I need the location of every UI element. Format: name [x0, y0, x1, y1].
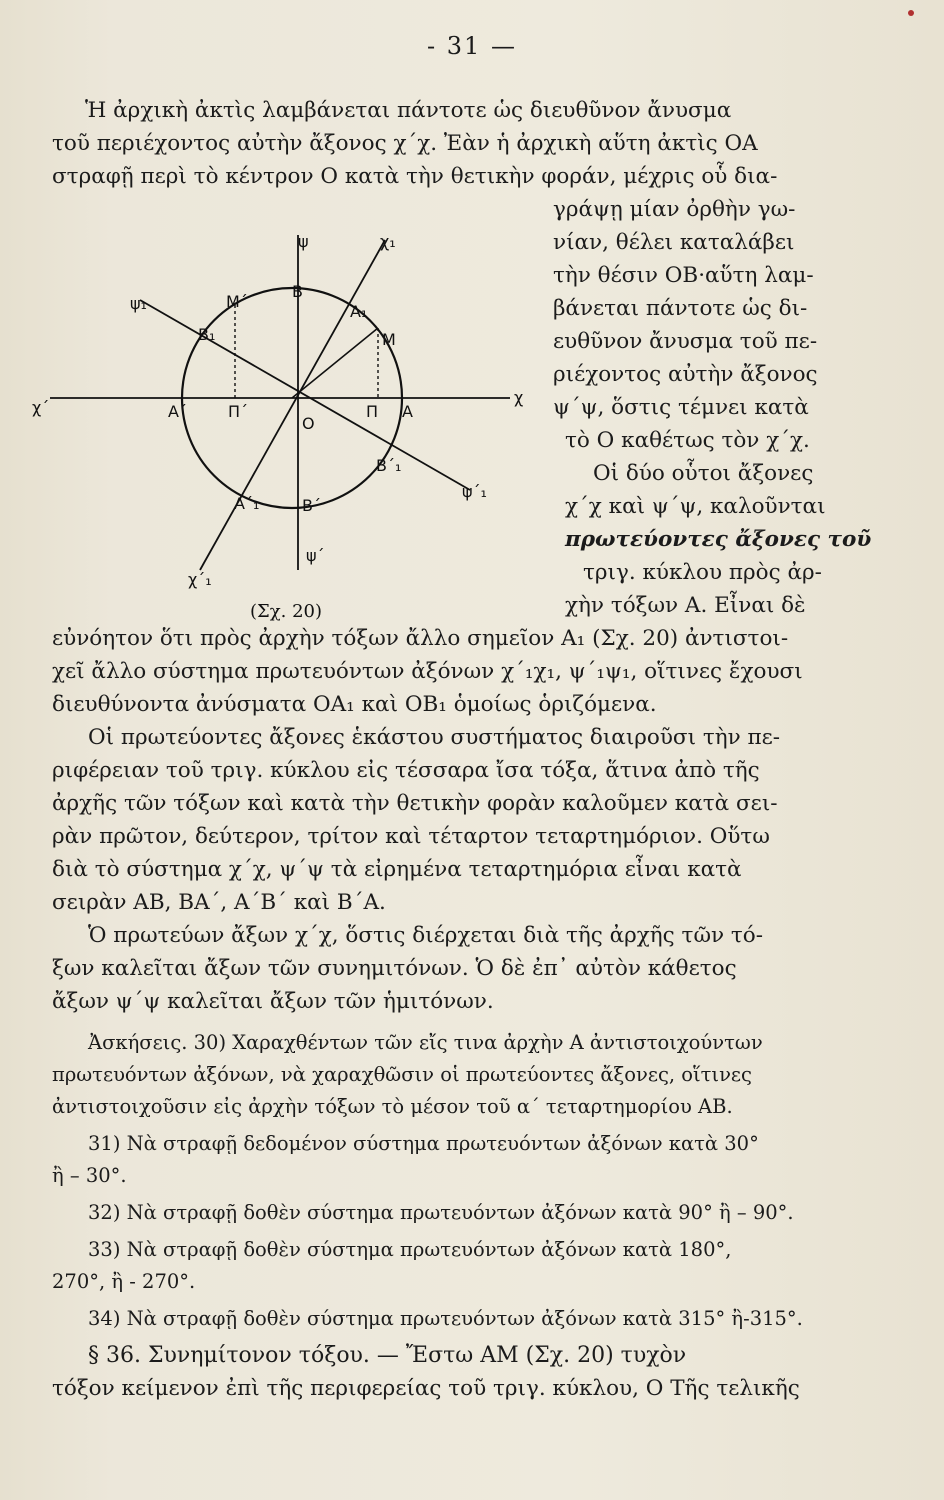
text-line: τόξον κείμενον ἐπὶ τῆς περιφερείας τοῦ τριγ. κύκλου, Ο Τῆς τελικῆς — [52, 1376, 800, 1401]
ink-mark — [908, 10, 914, 16]
text-line: ψ΄ψ, ὅστις τέμνει κατὰ — [553, 395, 809, 420]
exercise-line: πρωτευόντων ἀξόνων, νὰ χαραχθῶσιν οἱ πρωτεύοντες ἄξονες, οἵτινες — [52, 1063, 752, 1086]
label-x: χ — [514, 388, 524, 407]
figure-20 — [30, 225, 550, 625]
exercise-line: 34) Νὰ στραφῇ δοθὲν σύστημα πρωτευόντων ἀξόνων κατὰ 315° ἢ-315°. — [88, 1307, 803, 1330]
text-line: εὐνόητον ὅτι πρὸς ἀρχὴν τόξων ἄλλο σημεῖον Α₁ (Σχ. 20) ἀντιστοι- — [52, 626, 789, 651]
text-line: ξων καλεῖται ἄξων τῶν συνημιτόνων. Ὁ δὲ ἐπ᾿ αὐτὸν κάθετος — [52, 956, 737, 981]
y1-axis — [140, 300, 470, 490]
label-m-prime: Μ΄ — [226, 292, 248, 311]
text-line: ρὰν πρῶτον, δεύτερον, τρίτον καὶ τέταρτον τεταρτημόριον. Οὕτω — [52, 824, 770, 849]
text-line: ευθῦνον ἄνυσμα τοῦ πε- — [553, 329, 818, 354]
text-line: τοῦ περιέχοντος αὐτὴν ἄξονος χ΄χ. Ἐὰν ἡ ἀρχικὴ αὕτη ἀκτὶς ΟΑ — [52, 131, 758, 156]
text-line: τριγ. κύκλου πρὸς ἀρ- — [583, 560, 822, 585]
text-line: νίαν, θέλει καταλάβει — [553, 230, 795, 255]
text-line: βάνεται πάντοτε ὡς δι- — [553, 296, 808, 321]
text-line: Ἡ ἀρχικὴ ἀκτὶς λαμβάνεται πάντοτε ὡς διευθῦνον ἄνυσμα — [85, 98, 732, 123]
label-b: Β — [292, 282, 303, 301]
label-o: Ο — [302, 414, 315, 433]
text-line: διευθύνοντα ἀνύσματα ΟΑ₁ καὶ ΟΒ₁ ὁμοίως ὁριζόμενα. — [52, 692, 657, 717]
exercise-line: 32) Νὰ στραφῇ δοθὲν σύστημα πρωτευόντων ἀξόνων κατὰ 90° ἢ – 90°. — [88, 1201, 794, 1224]
text-line: σειρὰν ΑΒ, ΒΑ΄, Α΄Β΄ καὶ Β΄Α. — [52, 890, 386, 915]
text-line: πρωτεύοντες ἄξονες τοῦ — [565, 527, 872, 552]
label-x-prime: χ΄ — [32, 398, 50, 417]
radius-om — [292, 328, 378, 398]
label-b1-prime: Β΄₁ — [376, 456, 402, 475]
text-line: ριφέρειαν τοῦ τριγ. κύκλου εἰς τέσσαρα ἴσα τόξα, ἅτινα ἀπὸ τῆς — [52, 758, 760, 783]
text-line: διὰ τὸ σύστημα χ΄χ, ψ΄ψ τὰ εἰρημένα τεταρτημόρια εἶναι κατὰ — [52, 857, 742, 882]
text-line: ἀρχῆς τῶν τόξων καὶ κατὰ τὴν θετικὴν φορὰν καλοῦμεν κατὰ σει- — [52, 791, 778, 816]
section-heading: § 36. Συνημίτονον τόξου. — Ἔστω ΑΜ (Σχ. 20) τυχὸν — [88, 1343, 687, 1368]
label-a: Α — [402, 402, 413, 421]
label-p: Π — [366, 402, 379, 421]
label-b-prime: Β΄ — [302, 496, 321, 515]
figure-caption: (Σχ. 20) — [250, 601, 323, 622]
label-a-prime: Α΄ — [168, 402, 187, 421]
label-m: Μ — [382, 330, 396, 349]
label-x1: χ₁ — [380, 232, 396, 251]
exercise-line: 270°, ἢ - 270°. — [52, 1270, 196, 1293]
label-psi1: ψ₁ — [130, 294, 147, 313]
exercise-line: 33) Νὰ στραφῇ δοθὲν σύστημα πρωτευόντων ἀξόνων κατὰ 180°, — [88, 1238, 732, 1261]
label-psi-prime: ψ΄ — [306, 546, 325, 565]
text-line: ἄξων ψ΄ψ καλεῖται ἄξων τῶν ἡμιτόνων. — [52, 989, 494, 1014]
label-a1: Α₁ — [350, 302, 368, 321]
label-x1-prime: χ΄₁ — [188, 570, 212, 589]
page-number: - 31 — — [427, 32, 517, 60]
label-psi: ψ — [298, 232, 309, 251]
exercise-line: 31) Νὰ στραφῇ δεδομένον σύστημα πρωτευόντων ἀξόνων κατὰ 30° — [88, 1132, 759, 1155]
text-line: ριέχοντος αὐτὴν ἄξονος — [553, 362, 818, 387]
label-p-prime: Π΄ — [228, 402, 249, 421]
text-line: Ὁ πρωτεύων ἄξων χ΄χ, ὅστις διέρχεται διὰ τῆς ἀρχῆς τῶν τό- — [88, 923, 763, 948]
exercise-line: ἢ – 30°. — [52, 1164, 127, 1187]
unit-circle-diagram — [30, 225, 550, 625]
text-line: Οἱ δύο οὗτοι ἄξονες — [593, 461, 814, 486]
text-line: τὴν θέσιν ΟΒ·αὕτη λαμ- — [553, 263, 814, 288]
text-line: χὴν τόξων Α. Εἶναι δὲ — [565, 593, 806, 618]
text-line: τὸ Ο καθέτως τὸν χ΄χ. — [565, 428, 810, 453]
text-line: χεῖ ἄλλο σύστημα πρωτευόντων ἀξόνων χ΄₁χ₁, ψ΄₁ψ₁, οἵτινες ἔχουσι — [52, 659, 803, 684]
text-line: γράψῃ μίαν ὀρθὴν γω- — [553, 197, 796, 222]
label-b1: Β₁ — [198, 325, 216, 344]
text-line: Οἱ πρωτεύοντες ἄξονες ἑκάστου συστήματος διαιροῦσι τὴν πε- — [88, 725, 781, 750]
exercise-line: Ἀσκήσεις. 30) Χαραχθέντων τῶν εἴς τινα ἀρχὴν Α ἀντιστοιχούντων — [88, 1031, 763, 1054]
text-line: χ΄χ καὶ ψ΄ψ, καλοῦνται — [565, 494, 826, 519]
exercise-line: ἀντιστοιχοῦσιν εἰς ἀρχὴν τόξων τὸ μέσον τοῦ α΄ τεταρτημορίου ΑΒ. — [52, 1095, 733, 1118]
label-a1-prime: Α΄₁ — [234, 494, 260, 513]
text-line: στραφῇ περὶ τὸ κέντρον Ο κατὰ τὴν θετικὴν φοράν, μέχρις οὗ δια- — [52, 164, 778, 189]
label-psi1-prime: ψ΄₁ — [462, 482, 487, 501]
